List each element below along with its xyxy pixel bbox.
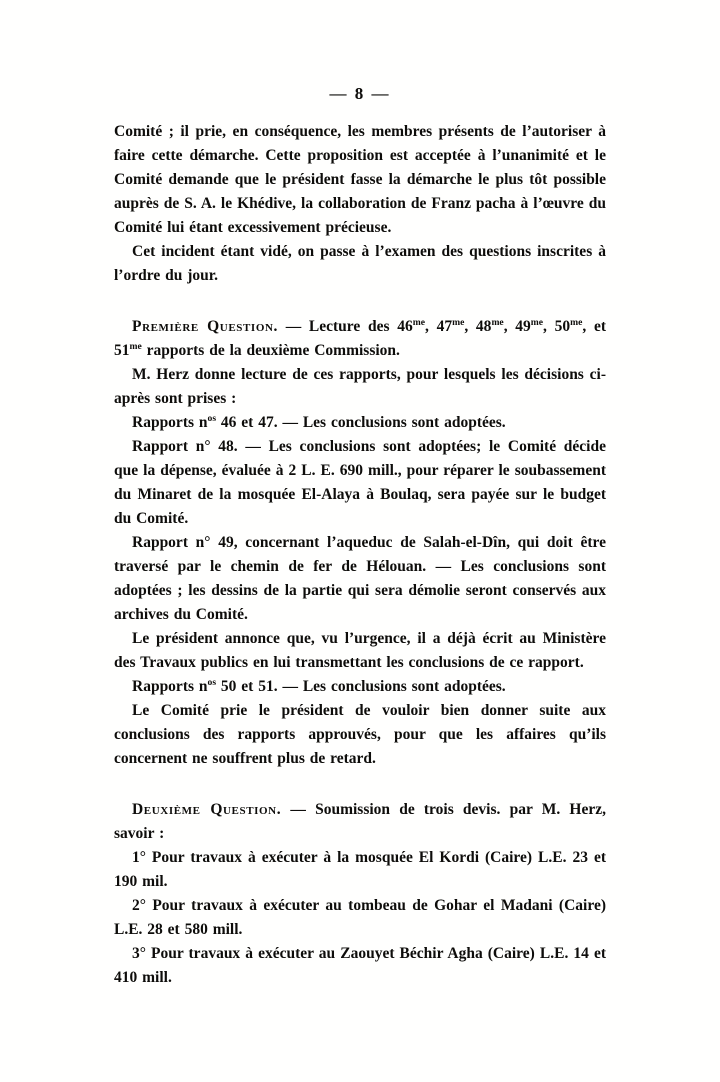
paragraph [114, 846, 606, 894]
text-segment: me [530, 316, 544, 328]
text-segment: 50 et 51. — Les conclusions sont adoptées. [216, 678, 506, 695]
text-segment: me [570, 316, 583, 328]
section-heading: Première Question. [132, 318, 278, 335]
text-segment: 46 et 47. — Les conclusions sont adoptées. [216, 414, 506, 431]
text-segment: Cet incident étant vidé, on passe à l’examen des questions inscrites à l’ordre du jour. [114, 243, 606, 284]
text-segment: me [452, 316, 465, 328]
paragraph [114, 942, 606, 990]
text-segment: me [412, 316, 425, 328]
paragraph [114, 120, 606, 240]
text-segment: , 50 [543, 318, 571, 335]
text-segment: os [207, 412, 217, 424]
text-segment: , 49 [503, 318, 531, 335]
text-segment: Comité ; il prie, en conséquence, les membres présents de l’autoriser à faire cette démarche. Cette proposition est acceptée à l’unanimité et le Comité demande que le président fasse la démarche le plus tôt possible auprès de S. A. le Khédive, la collaboration de Franz pacha à l’œuvre du Comité lui étant excessivement précieuse. [114, 123, 606, 236]
text-segment: Rapport n° 49, concernant l’aqueduc de Salah-el-Dîn, qui doit être traversé par le chemin de fer de Hélouan. — Les conclusions sont adoptées ; les dessins de la partie qui sera démolie seront conservés aux archives du Comité. [114, 534, 606, 623]
text-segment: — Soumission de trois devis. par M. Herz, savoir : [114, 801, 606, 842]
paragraph [114, 675, 606, 699]
text-segment: , et 51 [114, 318, 607, 359]
text-segment: 1° Pour travaux à exécuter à la mosquée El Kordi (Caire) L.E. 23 et 190 mil. [114, 849, 606, 890]
paragraph [114, 435, 606, 531]
paragraph [114, 240, 606, 288]
text-segment: Rapports n [132, 414, 208, 431]
text-segment: Le Comité prie le président de vouloir bien donner suite aux conclusions des rapports approuvés, pour que les affaires qu’ils concernent ne souffrent plus de retard. [114, 702, 606, 767]
paragraph [114, 699, 606, 771]
text-segment: 2° Pour travaux à exécuter au tombeau de Gohar el Madani (Caire) L.E. 28 et 580 mill. [114, 897, 606, 938]
paragraph [114, 315, 606, 363]
paragraph [114, 894, 606, 942]
page-text [114, 120, 606, 990]
text-segment: M. Herz donne lecture de ces rapports, pour lesquels les décisions ci-après sont prises : [114, 366, 606, 407]
text-segment: — Lecture des 46 [278, 318, 413, 335]
text-segment: Rapport n° 48. — Les conclusions sont adoptées; le Comité décide que la dépense, évaluée à 2 L. E. 690 mill., pour réparer le soubassement du Minaret de la mosquée El-Alaya à Boulaq, sera payée sur le budget du Comité. [114, 438, 606, 527]
paragraph [114, 531, 606, 627]
text-segment: os [207, 676, 217, 688]
section-heading: Deuxième Question. [132, 801, 282, 818]
paragraph [114, 411, 606, 435]
text-segment: Le président annonce que, vu l’urgence, il a déjà écrit au Ministère des Travaux publics en lui transmettant les conclusions de ce rapport. [114, 630, 606, 671]
text-segment: , 48 [464, 318, 492, 335]
text-segment: me [491, 316, 504, 328]
text-segment: Rapports n [132, 678, 208, 695]
paragraph [114, 798, 606, 846]
text-segment: , 47 [425, 318, 453, 335]
text-segment: rapports de la deuxième Commission. [141, 342, 400, 359]
text-segment: me [129, 340, 142, 352]
paragraph [114, 363, 606, 411]
paragraph [114, 627, 606, 675]
page-number: — 8 — [329, 84, 391, 103]
text-segment: 3° Pour travaux à exécuter au Zaouyet Béchir Agha (Caire) L.E. 14 et 410 mill. [114, 945, 606, 986]
